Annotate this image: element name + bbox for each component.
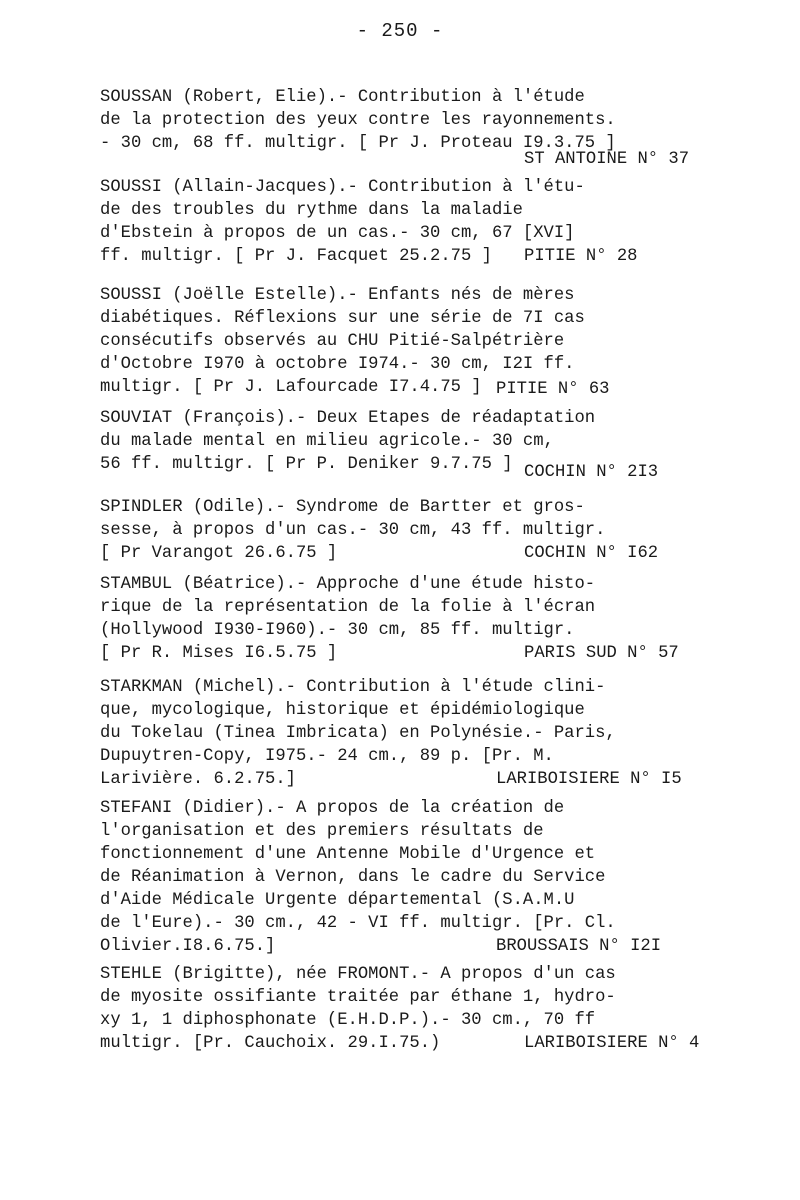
bibliography-entry	[100, 176, 700, 268]
entry-line: sesse, à propos d'un cas.- 30 cm, 43 ff. multigr.	[100, 521, 606, 540]
entry-line: de la protection des yeux contre les rayonnements.	[100, 111, 616, 130]
entry-line: Olivier.I8.6.75.]	[100, 937, 276, 956]
entry-line: l'organisation et des premiers résultats de	[100, 822, 544, 841]
entry-line: d'Aide Médicale Urgente départemental (S.A.M.U	[100, 891, 575, 910]
entry-line: xy 1, 1 diphosphonate (E.H.D.P.).- 30 cm., 70 ff	[100, 1011, 596, 1030]
entry-line: [ Pr Varangot 26.6.75 ]	[100, 544, 338, 563]
entry-line: ff. multigr. [ Pr J. Facquet 25.2.75 ]	[100, 247, 492, 266]
entry-line: Dupuytren-Copy, I975.- 24 cm., 89 p. [Pr. M.	[100, 747, 554, 766]
entry-line: SOUSSAN (Robert, Elie).- Contribution à l'étude	[100, 88, 585, 107]
entry-line: multigr. [Pr. Cauchoix. 29.I.75.)	[100, 1034, 441, 1053]
bibliography-entry	[100, 676, 700, 791]
entry-line: SOUVIAT (François).- Deux Etapes de réadaptation	[100, 409, 596, 428]
bibliography-entry	[100, 797, 700, 958]
entry-location: PARIS SUD N° 57	[524, 644, 679, 663]
entry-line: de des troubles du rythme dans la maladie	[100, 201, 523, 220]
entry-line: fonctionnement d'une Antenne Mobile d'Urgence et	[100, 845, 596, 864]
entry-location: ST ANTOINE N° 37	[524, 150, 690, 169]
entry-location: COCHIN N° 2I3	[524, 463, 659, 482]
entry-line: (Hollywood I930-I960).- 30 cm, 85 ff. multigr.	[100, 621, 575, 640]
entry-location: PITIE N° 63	[496, 380, 610, 399]
bibliography-entry	[100, 963, 700, 1055]
entry-line: SOUSSI (Allain-Jacques).- Contribution à l'étu-	[100, 178, 585, 197]
entry-location: LARIBOISIERE N° 4	[524, 1034, 700, 1053]
entry-line: de myosite ossifiante traitée par éthane 1, hydro-	[100, 988, 616, 1007]
entry-line: multigr. [ Pr J. Lafourcade I7.4.75 ]	[100, 378, 482, 397]
entry-line: 56 ff. multigr. [ Pr P. Deniker 9.7.75 ]	[100, 455, 513, 474]
entry-line: d'Octobre I970 à octobre I974.- 30 cm, I2I ff.	[100, 355, 575, 374]
bibliography-entry	[100, 573, 700, 665]
entry-location: COCHIN N° I62	[524, 544, 659, 563]
entry-location: PITIE N° 28	[524, 247, 638, 266]
entry-line: SPINDLER (Odile).- Syndrome de Bartter et gros-	[100, 498, 585, 517]
entry-line: STEHLE (Brigitte), née FROMONT.- A propos d'un cas	[100, 965, 616, 984]
entry-line: Larivière. 6.2.75.]	[100, 770, 296, 789]
entry-line: de l'Eure).- 30 cm., 42 - VI ff. multigr. [Pr. Cl.	[100, 914, 616, 933]
entry-location: BROUSSAIS N° I2I	[496, 937, 662, 956]
entry-line: [ Pr R. Mises I6.5.75 ]	[100, 644, 338, 663]
entry-line: de Réanimation à Vernon, dans le cadre du Service	[100, 868, 606, 887]
page-number: - 250 -	[356, 20, 444, 42]
entry-line: diabétiques. Réflexions sur une série de 7I cas	[100, 309, 585, 328]
entry-line: que, mycologique, historique et épidémiologique	[100, 701, 585, 720]
bibliography-entry	[100, 284, 700, 399]
entry-line: STARKMAN (Michel).- Contribution à l'étude clini-	[100, 678, 606, 697]
entry-line: rique de la représentation de la folie à l'écran	[100, 598, 596, 617]
entry-location: LARIBOISIERE N° I5	[496, 770, 682, 789]
entry-line: SOUSSI (Joëlle Estelle).- Enfants nés de mères	[100, 286, 575, 305]
bibliography-entry	[100, 86, 700, 169]
entry-line: STEFANI (Didier).- A propos de la création de	[100, 799, 565, 818]
entry-line: d'Ebstein à propos de un cas.- 30 cm, 67 [XVI]	[100, 224, 575, 243]
entry-line: - 30 cm, 68 ff. multigr. [ Pr J. Proteau I9.3.75 ]	[100, 134, 616, 153]
entry-line: du malade mental en milieu agricole.- 30 cm,	[100, 432, 554, 451]
entry-line: STAMBUL (Béatrice).- Approche d'une étude histo-	[100, 575, 596, 594]
entry-line: consécutifs observés au CHU Pitié-Salpétrière	[100, 332, 565, 351]
bibliography-entry	[100, 496, 700, 565]
entry-line: du Tokelau (Tinea Imbricata) en Polynésie.- Paris,	[100, 724, 616, 743]
bibliography-entry	[100, 407, 700, 482]
